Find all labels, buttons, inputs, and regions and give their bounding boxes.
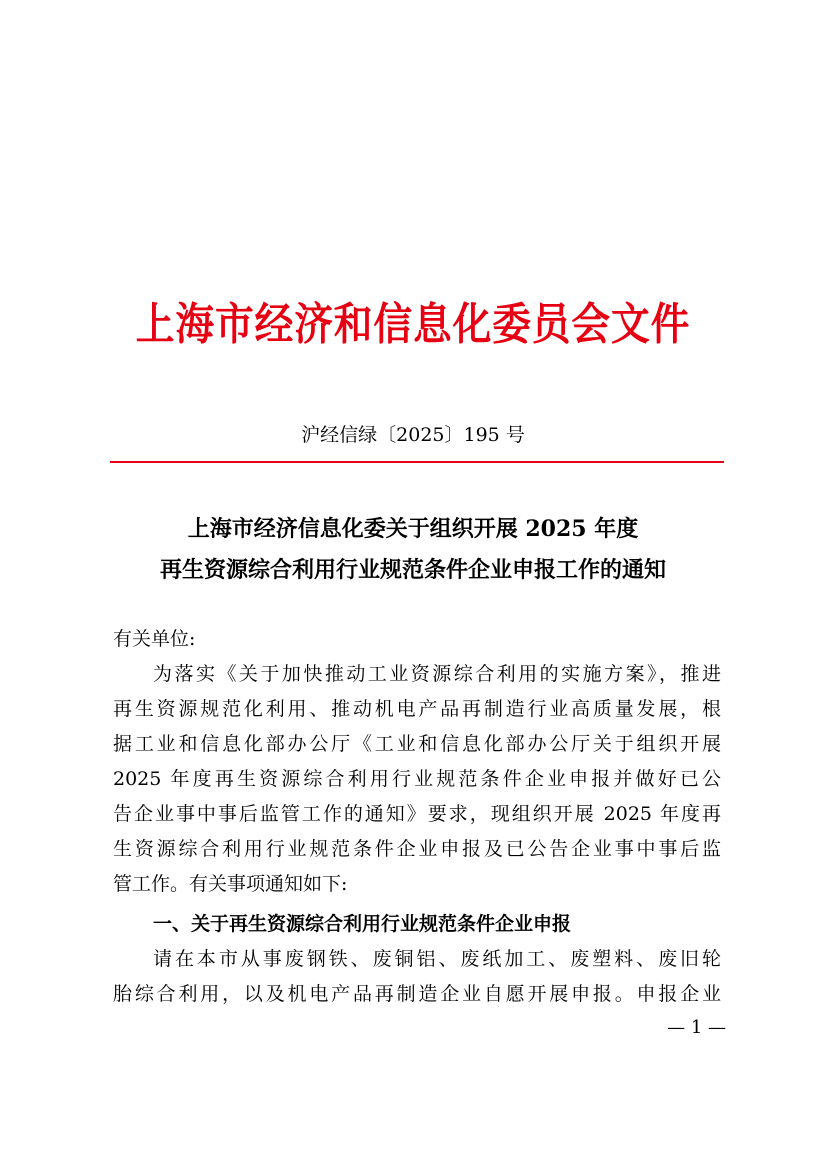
paragraph-1-line: 生资源综合利用行业规范条件企业申报及已公告企业事中事后监 — [113, 838, 721, 860]
paragraph-1-line: 管工作。有关事项通知如下: — [113, 873, 348, 895]
paragraph-2-line: 胎综合利用，以及机电产品再制造企业自愿开展申报。申报企业 — [113, 983, 721, 1005]
paragraph-1-line: 据工业和信息化部办公厅《工业和信息化部办公厅关于组织开展 — [113, 733, 721, 755]
paragraph-1-line: 2025 年度再生资源综合利用行业规范条件企业申报并做好已公 — [113, 768, 721, 790]
org-header: 上海市经济和信息化委员会文件 — [135, 299, 691, 350]
document-title-line-1: 上海市经济信息化委关于组织开展 2025 年度 — [187, 516, 639, 542]
document-number: 沪经信绿〔2025〕195 号 — [301, 424, 525, 446]
section-1-heading: 一、关于再生资源综合利用行业规范条件企业申报 — [153, 913, 572, 935]
paragraph-2-line: 请在本市从事废钢铁、废铜铝、废纸加工、废塑料、废旧轮 — [153, 948, 721, 970]
page-number: — 1 — — [667, 1017, 726, 1038]
paragraph-1-line: 再生资源规范化利用、推动机电产品再制造行业高质量发展，根 — [113, 698, 721, 720]
paragraph-1-line: 告企业事中事后监管工作的通知》要求，现组织开展 2025 年度再 — [113, 803, 721, 825]
salutation: 有关单位: — [113, 628, 196, 650]
document-title-line-2: 再生资源综合利用行业规范条件企业申报工作的通知 — [159, 557, 666, 583]
paragraph-1-line: 为落实《关于加快推动工业资源综合利用的实施方案》，推进 — [153, 663, 721, 685]
red-separator-line — [110, 461, 724, 463]
